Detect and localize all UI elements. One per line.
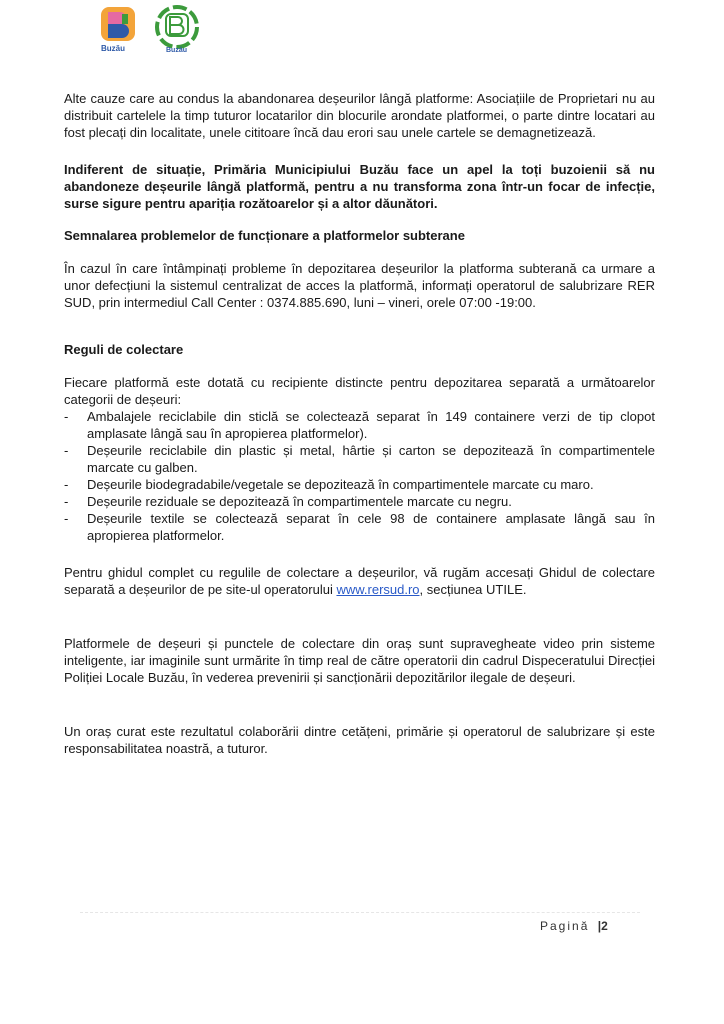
list-item: - Deșeurile reciclabile din plastic și metal, hârtie și carton se depozitează în compartimentele marcate cu galben. <box>64 442 655 476</box>
document-body <box>64 90 655 757</box>
buzau-logo <box>98 4 138 62</box>
paragraph-closing: Un oraș curat este rezultatul colaborării dintre cetățeni, primărie și operatorul de salubrizare și este responsabilitatea noastră, a tuturor. <box>64 724 655 756</box>
buzau-recycle-logo <box>144 4 210 64</box>
rules-list <box>64 408 655 544</box>
logo-right-text: Buzău <box>166 47 187 54</box>
list-item: - Ambalajele reciclabile din sticlă se colectează separat în 149 containere verzi de tip clopot amplasate lângă sau în apropierea platformelor). <box>64 408 655 442</box>
paragraph-appeal: Indiferent de situație, Primăria Municipiului Buzău face un apel la toți buzoienii să nu abandoneze deșeurile lângă platformă, pentru a nu transforma zona într-un focar de infecție, surse sigure pentru apariția rozătoarelor și a altor dăunători. <box>64 162 655 211</box>
paragraph-guide <box>64 564 655 598</box>
buzau-logo-icon <box>98 4 138 44</box>
list-item: - Deșeurile reziduale se depozitează în compartimentele marcate cu negru. <box>64 493 655 510</box>
page-label: Pagină <box>540 919 590 933</box>
header-logos <box>98 4 218 64</box>
paragraph-surveillance: Platformele de deșeuri și punctele de colectare din oraș sunt supravegheate video prin sisteme inteligente, iar imaginile sunt urmărite în timp real de către operatorii din cadrul Dispeceratului Direcției Poliției Locale Buzău, în vederea prevenirii și sancționării depozitărilor ilegale de deșeuri. <box>64 636 655 685</box>
paragraph-causes: Alte cauze care au condus la abandonarea deșeurilor lângă platforme: Asociațiile de Proprietari nu au distribuit cartelele la timp tuturor locatarilor din blocurile arondate platformei, o parte dintre locatari au fost plecați din localitate, unele cititoare încă dau erori sau unele cartele se demagnetizează. <box>64 91 655 140</box>
logo-left-text: Buzău <box>101 44 125 53</box>
page-separator: | <box>597 919 602 933</box>
rersud-link[interactable]: www.rersud.ro <box>336 582 420 597</box>
heading-rules: Reguli de colectare <box>64 342 184 357</box>
guide-text-before: Pentru ghidul complet cu regulile de colectare a deșeurilor, vă rugăm accesați Ghidul de colectare separată a deșeurilor de pe site-ul operatorului <box>64 565 655 597</box>
footer-divider <box>80 912 640 913</box>
paragraph-rules-intro: Fiecare platformă este dotată cu recipiente distincte pentru depozitarea separată a următoarelor categorii de deșeuri: <box>64 375 655 407</box>
heading-reporting: Semnalarea problemelor de funcționare a platformelor subterane <box>64 228 465 243</box>
recycle-logo-icon <box>144 4 210 50</box>
paragraph-reporting: În cazul în care întâmpinați probleme în depozitarea deșeurilor la platforma subterană ca urmare a unor defecțiuni la sistemul centralizat de acces la platformă, informați operatorul de salubrizare RER SUD, prin intermediul Call Center : 0374.885.690, luni – vineri, orele 07:00 -19:00. <box>64 261 655 310</box>
page-number-value: 2 <box>601 919 608 933</box>
list-item: - Deșeurile biodegradabile/vegetale se depozitează în compartimentele marcate cu maro. <box>64 476 655 493</box>
guide-text-after: , secțiunea UTILE. <box>419 582 527 597</box>
list-item: - Deșeurile textile se colectează separat în cele 98 de containere amplasate lângă sau în apropierea platformelor. <box>64 510 655 544</box>
page-number <box>540 919 608 933</box>
